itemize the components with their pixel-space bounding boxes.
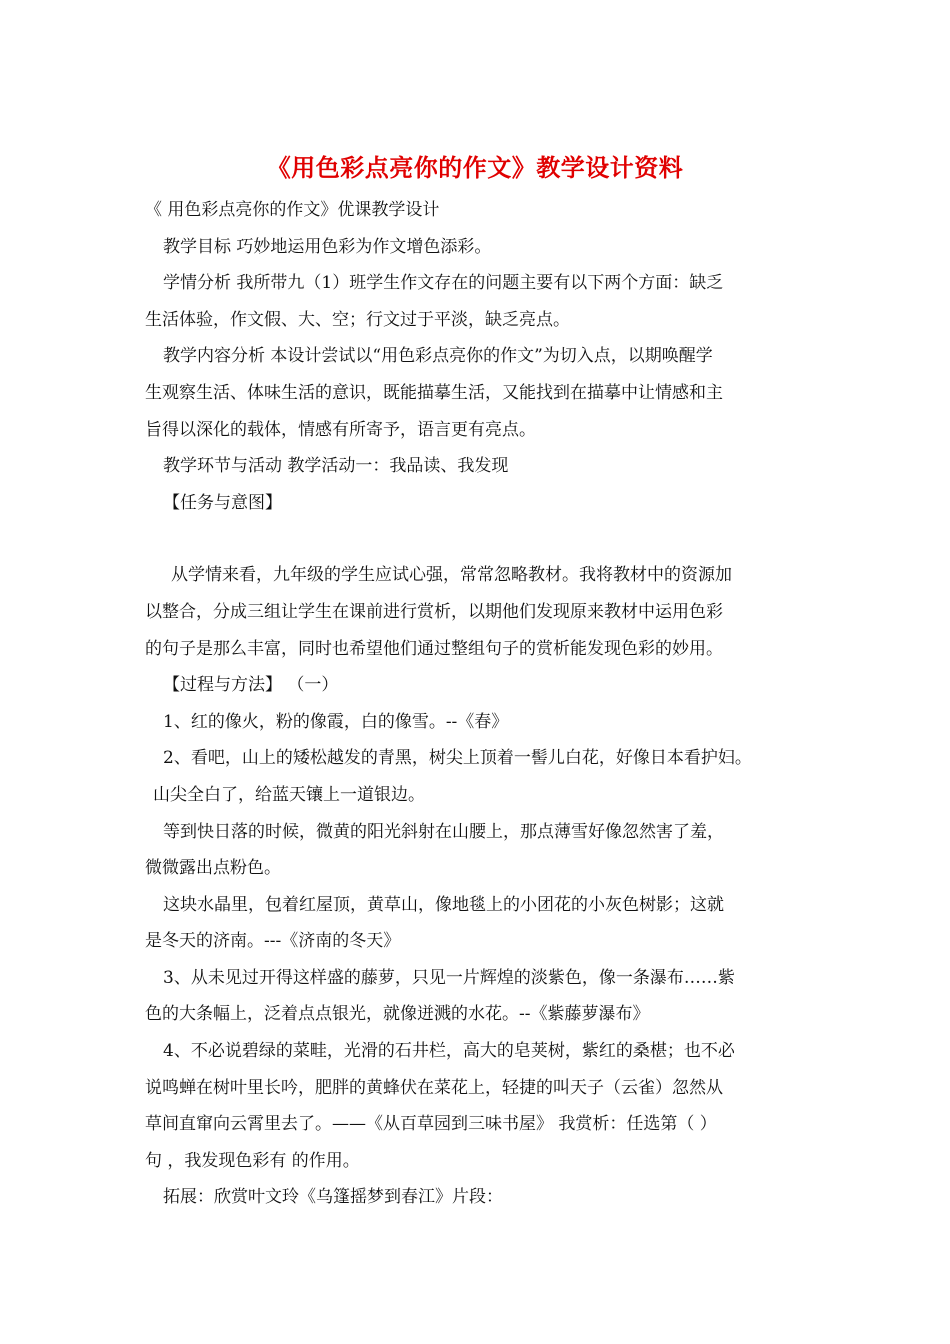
paragraph-line: 《 用色彩点亮你的作文》优课教学设计: [145, 200, 440, 220]
paragraph-line: 草间直窜向云霄里去了。——《从百草园到三味书屋》 我赏析：任选第（ ）: [145, 1114, 717, 1135]
paragraph-line: 以整合，分成三组让学生在课前进行赏析，以期他们发现原来教材中运用色彩: [145, 601, 723, 622]
section-heading: 【任务与意图】: [163, 492, 282, 513]
paragraph-line: 1、红的像火，粉的像霞，白的像雪。--《春》: [163, 711, 509, 732]
paragraph-line: 从学情来看，九年级的学生应试心强，常常忽略教材。我将教材中的资源加: [171, 565, 732, 586]
paragraph-line: 的句子是那么丰富，同时也希望他们通过整组句子的赏析能发现色彩的妙用。: [145, 638, 723, 659]
paragraph-line: 这块水晶里，包着红屋顶，黄草山，像地毯上的小团花的小灰色树影；这就: [163, 894, 724, 915]
paragraph-line: 等到快日落的时候，微黄的阳光斜射在山腰上，那点薄雪好像忽然害了羞，: [163, 821, 724, 842]
paragraph-line: 学情分析 我所带九（1）班学生作文存在的问题主要有以下两个方面：缺乏: [163, 273, 724, 294]
paragraph-line: 旨得以深化的载体，情感有所寄予，语言更有亮点。: [145, 419, 536, 440]
paragraph-line: 教学内容分析 本设计尝试以“用色彩点亮你的作文”为切入点，以期唤醒学: [163, 346, 713, 367]
paragraph-line: 生活体验，作文假、大、空；行文过于平淡，缺乏亮点。: [145, 309, 570, 330]
blank-line: [145, 521, 835, 557]
paragraph-line: 说鸣蝉在树叶里长吟，肥胖的黄蜂伏在菜花上，轻捷的叫天子（云雀）忽然从: [145, 1077, 723, 1098]
paragraph-line: 生观察生活、体味生活的意识，既能描摹生活，又能找到在描摹中让情感和主: [145, 382, 723, 403]
paragraph-line: 拓展：欣赏叶文玲《乌篷摇梦到春江》片段：: [163, 1187, 503, 1208]
paragraph-line: 色的大条幅上，泛着点点银光，就像迸溅的水花。--《紫藤萝瀑布》: [145, 1004, 650, 1025]
paragraph-line: 教学目标 巧妙地运用色彩为作文增色添彩。: [163, 236, 492, 257]
paragraph-line: 4、不必说碧绿的菜畦，光滑的石井栏，高大的皂荚树，紫红的桑椹；也不必: [163, 1041, 735, 1062]
document-title: 《用色彩点亮你的作文》教学设计资料: [266, 153, 684, 182]
paragraph-line: 山尖全白了，给蓝天镶上一道银边。: [153, 784, 425, 805]
paragraph-line: 教学环节与活动 教学活动一：我品读、我发现: [163, 456, 509, 477]
paragraph-line: 句 ，我发现色彩有 的作用。: [145, 1150, 360, 1171]
paragraph-line: 是冬天的济南。---《济南的冬天》: [145, 931, 401, 952]
section-heading: 【过程与方法】 （一）: [163, 675, 339, 696]
document-body: [145, 192, 835, 1216]
paragraph-line: 2、看吧，山上的矮松越发的青黑，树尖上顶着一髻儿白花，好像日本看护妇。: [163, 748, 752, 769]
paragraph-line: 3、从未见过开得这样盛的藤萝，只见一片辉煌的淡紫色，像一条瀑布……紫: [163, 967, 735, 988]
paragraph-line: 微微露出点粉色。: [145, 858, 281, 879]
